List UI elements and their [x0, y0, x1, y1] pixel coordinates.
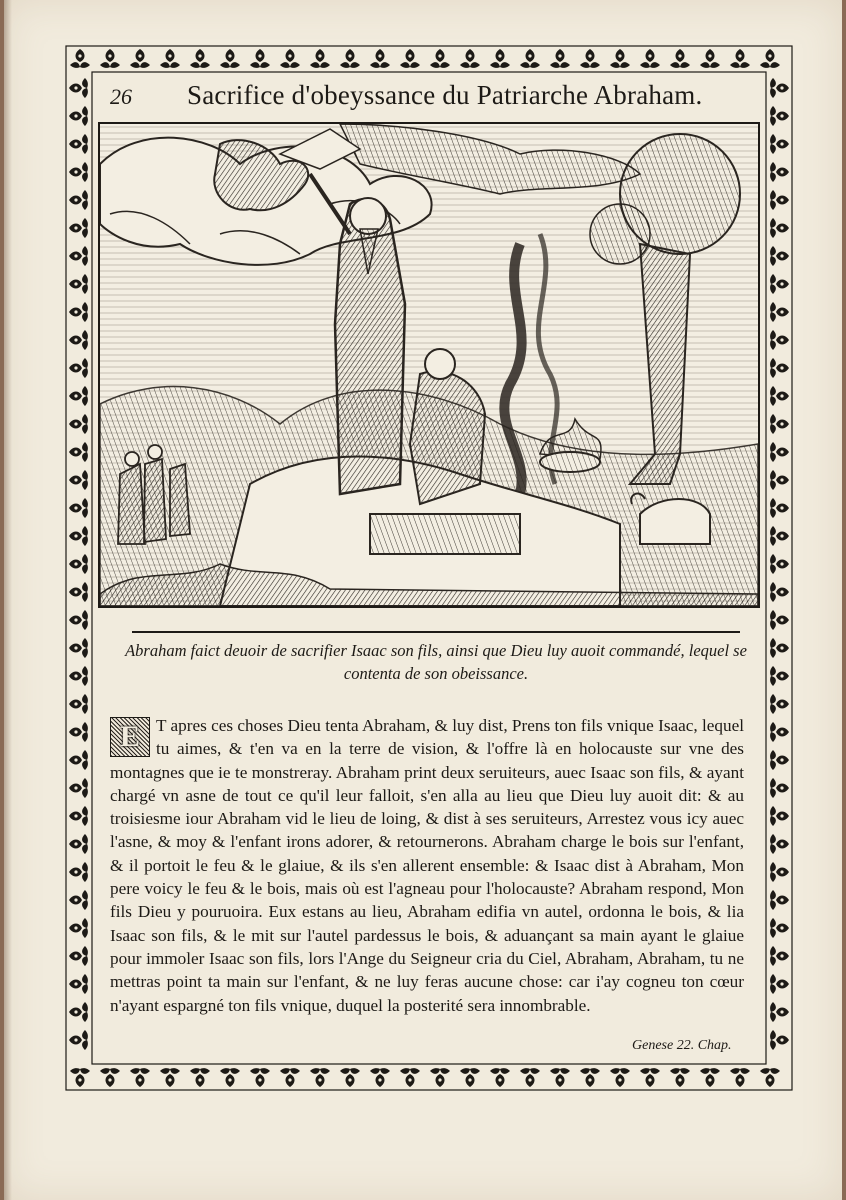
border-fleuron	[770, 974, 789, 994]
border-fleuron	[69, 190, 88, 210]
border-fleuron	[770, 134, 789, 154]
border-fleuron	[770, 358, 789, 378]
border-fleuron	[770, 386, 789, 406]
border-fleuron	[69, 918, 88, 938]
border-fleuron	[340, 1068, 360, 1087]
border-fleuron	[430, 49, 450, 68]
border-fleuron	[770, 162, 789, 182]
border-fleuron	[460, 1068, 480, 1087]
border-fleuron	[70, 1068, 90, 1087]
border-fleuron	[69, 470, 88, 490]
border-fleuron	[310, 49, 330, 68]
border-fleuron	[550, 49, 570, 68]
border-fleuron	[69, 610, 88, 630]
border-fleuron	[69, 946, 88, 966]
border-fleuron	[69, 414, 88, 434]
border-fleuron	[69, 1002, 88, 1022]
border-fleuron	[770, 722, 789, 742]
border-fleuron	[160, 49, 180, 68]
border-fleuron	[770, 498, 789, 518]
border-fleuron	[730, 1068, 750, 1087]
border-fleuron	[69, 750, 88, 770]
border-fleuron	[770, 666, 789, 686]
border-fleuron	[550, 1068, 570, 1087]
border-fleuron	[700, 49, 720, 68]
border-fleuron	[69, 638, 88, 658]
border-fleuron	[770, 218, 789, 238]
border-fleuron	[770, 946, 789, 966]
border-fleuron	[610, 49, 630, 68]
border-fleuron	[520, 1068, 540, 1087]
border-fleuron	[700, 1068, 720, 1087]
border-fleuron	[670, 1068, 690, 1087]
border-fleuron	[770, 610, 789, 630]
border-fleuron	[69, 890, 88, 910]
border-fleuron	[69, 834, 88, 854]
border-fleuron	[69, 246, 88, 266]
border-fleuron	[280, 49, 300, 68]
border-fleuron	[430, 1068, 450, 1087]
woodcut-sacrifice-of-isaac-illustration	[100, 124, 758, 606]
border-fleuron	[400, 49, 420, 68]
border-fleuron	[69, 806, 88, 826]
page-number: 26	[110, 84, 132, 109]
border-fleuron	[770, 302, 789, 322]
book-page	[4, 0, 842, 1200]
border-fleuron	[770, 862, 789, 882]
border-fleuron	[70, 49, 90, 68]
border-fleuron	[770, 246, 789, 266]
bible-reference: Genese 22. Chap.	[632, 1038, 732, 1053]
border-fleuron	[69, 358, 88, 378]
border-fleuron	[770, 78, 789, 98]
border-fleuron	[69, 554, 88, 574]
border-fleuron	[580, 49, 600, 68]
border-fleuron	[770, 526, 789, 546]
border-fleuron	[770, 778, 789, 798]
border-fleuron	[770, 918, 789, 938]
illustration-caption: Abraham faict deuoir de sacrifier Isaac son fils, ainsi que Dieu luy auoit commandé, lequel se contenta de son obeissance.	[125, 641, 747, 683]
border-fleuron	[69, 666, 88, 686]
border-fleuron	[69, 974, 88, 994]
border-fleuron	[770, 890, 789, 910]
border-fleuron	[69, 162, 88, 182]
border-fleuron	[400, 1068, 420, 1087]
border-fleuron	[520, 49, 540, 68]
border-fleuron	[770, 750, 789, 770]
border-fleuron	[490, 1068, 510, 1087]
border-fleuron	[69, 302, 88, 322]
border-fleuron	[640, 49, 660, 68]
border-fleuron	[190, 1068, 210, 1087]
border-fleuron	[69, 386, 88, 406]
border-fleuron	[100, 49, 120, 68]
border-fleuron	[770, 554, 789, 574]
border-fleuron	[69, 1030, 88, 1050]
border-fleuron	[770, 834, 789, 854]
border-fleuron	[69, 78, 88, 98]
border-fleuron	[69, 218, 88, 238]
border-fleuron	[370, 49, 390, 68]
border-fleuron	[640, 1068, 660, 1087]
border-fleuron	[160, 1068, 180, 1087]
border-fleuron	[69, 442, 88, 462]
border-fleuron	[770, 470, 789, 490]
border-fleuron	[770, 442, 789, 462]
border-fleuron	[69, 526, 88, 546]
border-fleuron	[69, 722, 88, 742]
border-fleuron	[69, 498, 88, 518]
dropcap-initial: E	[110, 717, 150, 757]
border-fleuron	[190, 49, 210, 68]
border-fleuron	[770, 806, 789, 826]
border-fleuron	[730, 49, 750, 68]
border-fleuron	[770, 1030, 789, 1050]
border-fleuron	[760, 49, 780, 68]
border-fleuron	[130, 49, 150, 68]
border-fleuron	[770, 330, 789, 350]
border-fleuron	[610, 1068, 630, 1087]
border-fleuron	[100, 1068, 120, 1087]
border-fleuron	[770, 1002, 789, 1022]
border-fleuron	[770, 190, 789, 210]
border-fleuron	[770, 694, 789, 714]
border-fleuron	[770, 638, 789, 658]
page-title: Sacrifice d'obeyssance du Patriarche Abraham.	[187, 80, 703, 110]
border-fleuron	[460, 49, 480, 68]
border-fleuron	[69, 694, 88, 714]
border-fleuron	[220, 49, 240, 68]
border-fleuron	[69, 778, 88, 798]
border-fleuron	[69, 274, 88, 294]
border-fleuron	[250, 49, 270, 68]
border-fleuron	[69, 106, 88, 126]
border-fleuron	[770, 582, 789, 602]
border-fleuron	[580, 1068, 600, 1087]
border-fleuron	[69, 862, 88, 882]
caption-rule	[132, 631, 740, 633]
border-fleuron	[670, 49, 690, 68]
border-fleuron	[220, 1068, 240, 1087]
body-text: T apres ces choses Dieu tenta Abraham, & luy dist, Prens ton fils vnique Isaac, lequel tu aimes, & t'en va en la terre de vision, & l'offre là en holocauste sur vne des montagnes que ie te monstreray. Abraham print deux seruiteurs, auec Isaac son fils, & ayant chargé vn asne de tout ce qu'il leur falloit, s'en alla au lieu que Dieu luy auoit dit: & au troisiesme iour Abraham vid le lieu de loing, & dist à ses seruiteurs, Arrestez vous icy auec l'asne, & moy & l'enfant irons adorer, & retournerons. Abraham charge le bois sur l'enfant, & il portoit le feu & le glaiue, & ils s'en allerent ensemble: & Isaac dist à Abraham, Mon pere voicy le feu & le bois, mais où est l'agneau pour l'holocauste? Abraham respond, Mon fils Dieu y pouruoira. Eux estans au lieu, Abraham edifia vn autel, ordonna le bois, & lia Isaac son fils, & le mit sur l'autel pardessus le bois, & aduançant sa main ayant le glaiue pour immoler Isaac son fils, lors l'Ange du Seigneur cria du Ciel, Abraham, Abraham, tu ne mettras point ta main sur l'enfant, & ne luy feras aucune chose: car i'ay cogneu ton cœur n'ayant espargné ton fils vnique, duquel la posterité sera innombrable.	[110, 716, 744, 1015]
border-fleuron	[760, 1068, 780, 1087]
body-paragraph	[110, 714, 744, 1017]
woodcut-illustration	[98, 122, 760, 608]
border-fleuron	[770, 106, 789, 126]
border-fleuron	[770, 414, 789, 434]
border-fleuron	[370, 1068, 390, 1087]
border-fleuron	[69, 582, 88, 602]
border-fleuron	[130, 1068, 150, 1087]
border-fleuron	[770, 274, 789, 294]
border-fleuron	[250, 1068, 270, 1087]
border-fleuron	[69, 134, 88, 154]
border-fleuron	[340, 49, 360, 68]
border-fleuron	[490, 49, 510, 68]
border-fleuron	[69, 330, 88, 350]
border-fleuron	[310, 1068, 330, 1087]
border-fleuron	[280, 1068, 300, 1087]
